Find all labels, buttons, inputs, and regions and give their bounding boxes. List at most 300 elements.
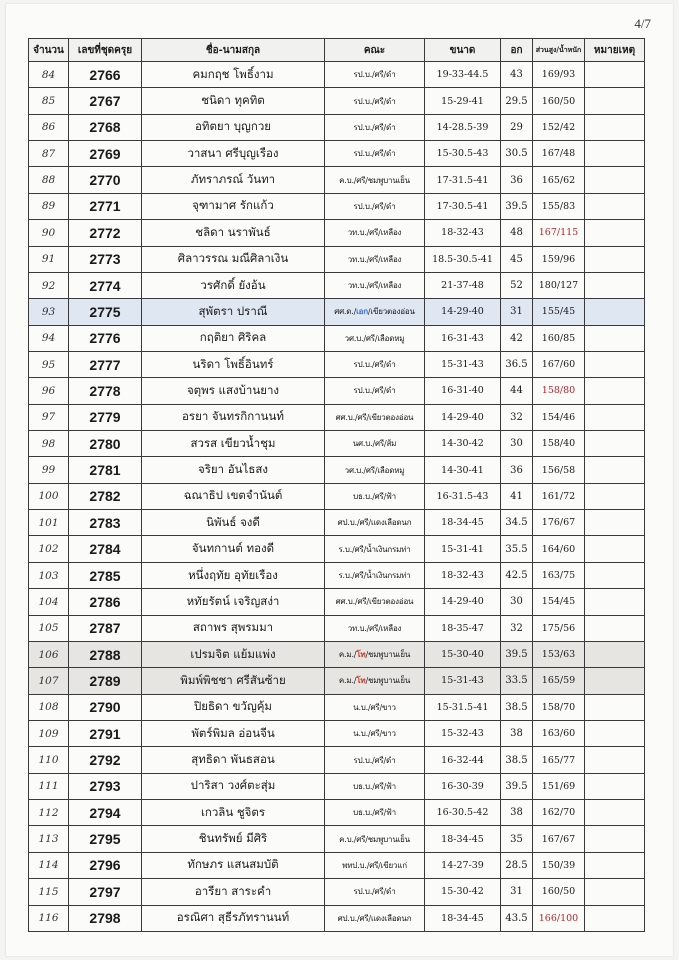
- chest-cell: 39.5: [501, 773, 533, 799]
- chest-cell: 43: [501, 62, 533, 88]
- chest-cell: 38: [501, 720, 533, 746]
- row-number: 90: [29, 220, 69, 246]
- remark-cell: [585, 615, 645, 641]
- chest-cell: 52: [501, 272, 533, 298]
- remark-cell: [585, 773, 645, 799]
- chest-cell: 28.5: [501, 852, 533, 878]
- table-row: [29, 694, 645, 720]
- remark-cell: [585, 378, 645, 404]
- student-name: อารียา สาระคำ: [142, 879, 325, 905]
- chest-cell: 29: [501, 114, 533, 140]
- header-no: จำนวน: [29, 39, 69, 62]
- row-number: 99: [29, 457, 69, 483]
- remark-cell: [585, 510, 645, 536]
- gown-id: 2776: [69, 325, 142, 351]
- faculty-cell: ค.บ./ศรี/ชมพูบานเย็น: [325, 167, 425, 193]
- faculty-cell: วศ.บ./ศรี/เลือดหมู: [325, 457, 425, 483]
- table-row: [29, 826, 645, 852]
- row-number: 86: [29, 114, 69, 140]
- faculty-suffix: /ชมพูบานเย็น: [365, 650, 411, 660]
- table-row: [29, 905, 645, 932]
- height-weight-cell: 175/56: [533, 615, 585, 641]
- row-number: 107: [29, 668, 69, 694]
- gown-id: 2798: [69, 905, 142, 932]
- chest-cell: 31: [501, 299, 533, 325]
- table-row: [29, 378, 645, 404]
- size-cell: 18-32-43: [425, 220, 501, 246]
- faculty-degree-level: โท: [356, 675, 366, 686]
- height-weight-cell: 167/115: [533, 220, 585, 246]
- height-weight-cell: 159/96: [533, 246, 585, 272]
- height-weight-cell: 160/50: [533, 88, 585, 114]
- height-weight-cell: 156/58: [533, 457, 585, 483]
- faculty-cell: บธ.บ./ศรี/ฟ้า: [325, 483, 425, 509]
- remark-cell: [585, 220, 645, 246]
- height-weight-cell: 162/70: [533, 800, 585, 826]
- size-cell: 15-31-43: [425, 351, 501, 377]
- remark-cell: [585, 114, 645, 140]
- height-weight-cell: 167/60: [533, 351, 585, 377]
- remark-cell: [585, 562, 645, 588]
- faculty-cell: ร.บ./ศรี/น้ำเงินกรมท่า: [325, 562, 425, 588]
- remark-cell: [585, 325, 645, 351]
- height-weight-cell: 150/39: [533, 852, 585, 878]
- row-number: 95: [29, 351, 69, 377]
- row-number: 85: [29, 88, 69, 114]
- gown-id: 2780: [69, 431, 142, 457]
- table-row: [29, 457, 645, 483]
- chest-cell: 39.5: [501, 193, 533, 219]
- faculty-suffix: /ชมพูบานเย็น: [365, 676, 411, 686]
- gown-id: 2786: [69, 589, 142, 615]
- student-name: สถาพร สุพรมมา: [142, 615, 325, 641]
- chest-cell: 34.5: [501, 510, 533, 536]
- height-weight-cell: 165/59: [533, 668, 585, 694]
- chest-cell: 38.5: [501, 694, 533, 720]
- table-row: [29, 720, 645, 746]
- row-number: 102: [29, 536, 69, 562]
- chest-cell: 29.5: [501, 88, 533, 114]
- chest-cell: 35.5: [501, 536, 533, 562]
- height-weight-cell: 158/70: [533, 694, 585, 720]
- row-number: 114: [29, 852, 69, 878]
- table-row: [29, 431, 645, 457]
- student-name: ปิยธิดา ขวัญคุ้ม: [142, 694, 325, 720]
- row-number: 113: [29, 826, 69, 852]
- gown-id: 2769: [69, 141, 142, 167]
- table-row: [29, 483, 645, 509]
- faculty-cell: [325, 668, 425, 694]
- table-row: [29, 615, 645, 641]
- faculty-cell: น.บ./ศรี/ขาว: [325, 694, 425, 720]
- remark-cell: [585, 62, 645, 88]
- student-name: ศิลาวรรณ มณีศิลาเงิน: [142, 246, 325, 272]
- height-weight-cell: 158/40: [533, 431, 585, 457]
- gown-id: 2790: [69, 694, 142, 720]
- student-name: อรณิศา สุธีรภัทรานนท์: [142, 905, 325, 932]
- height-weight-cell: 176/67: [533, 510, 585, 536]
- faculty-cell: ศป.บ./ศรี/แดงเลือดนก: [325, 510, 425, 536]
- row-number: 84: [29, 62, 69, 88]
- faculty-cell: ร.บ./ศรี/น้ำเงินกรมท่า: [325, 536, 425, 562]
- size-cell: 19-33-44.5: [425, 62, 501, 88]
- table-row: [29, 536, 645, 562]
- student-name: อทิตยา บุญกวย: [142, 114, 325, 140]
- row-number: 89: [29, 193, 69, 219]
- chest-cell: 36.5: [501, 351, 533, 377]
- size-cell: 17-31.5-41: [425, 167, 501, 193]
- row-number: 91: [29, 246, 69, 272]
- faculty-cell: วท.บ./ศรี/เหลือง: [325, 615, 425, 641]
- gown-id: 2781: [69, 457, 142, 483]
- header-name: ชื่อ-นามสกุล: [142, 39, 325, 62]
- size-cell: 15-29-41: [425, 88, 501, 114]
- height-weight-cell: 155/83: [533, 193, 585, 219]
- remark-cell: [585, 141, 645, 167]
- gown-id: 2772: [69, 220, 142, 246]
- row-number: 96: [29, 378, 69, 404]
- row-number: 111: [29, 773, 69, 799]
- gown-id: 2770: [69, 167, 142, 193]
- row-number: 109: [29, 720, 69, 746]
- student-name: ฉณาธิป เขตจำนันต์: [142, 483, 325, 509]
- faculty-degree-level: เอก: [356, 306, 368, 317]
- gown-id: 2777: [69, 351, 142, 377]
- gown-id: 2779: [69, 404, 142, 430]
- size-cell: 14-29-40: [425, 404, 501, 430]
- remark-cell: [585, 826, 645, 852]
- faculty-cell: วท.บ./ศรี/เหลือง: [325, 272, 425, 298]
- row-number: 112: [29, 800, 69, 826]
- chest-cell: 48: [501, 220, 533, 246]
- faculty-prefix: ศศ.ด./: [334, 307, 357, 317]
- table-row: [29, 220, 645, 246]
- size-cell: 18-34-45: [425, 905, 501, 932]
- height-weight-cell: 169/93: [533, 62, 585, 88]
- chest-cell: 30: [501, 431, 533, 457]
- header-size: ขนาด: [425, 39, 501, 62]
- chest-cell: 36: [501, 457, 533, 483]
- table-row: [29, 404, 645, 430]
- chest-cell: 43.5: [501, 905, 533, 932]
- remark-cell: [585, 483, 645, 509]
- gown-id: 2782: [69, 483, 142, 509]
- gown-id: 2775: [69, 299, 142, 325]
- chest-cell: 35: [501, 826, 533, 852]
- remark-cell: [585, 589, 645, 615]
- remark-cell: [585, 852, 645, 878]
- size-cell: 18-34-45: [425, 510, 501, 536]
- gown-id: 2766: [69, 62, 142, 88]
- faculty-prefix: ค.ม./: [338, 650, 357, 660]
- student-name: ชนิดา ทุคทิต: [142, 88, 325, 114]
- size-cell: 16-32-44: [425, 747, 501, 773]
- chest-cell: 30.5: [501, 141, 533, 167]
- chest-cell: 38.5: [501, 747, 533, 773]
- gown-id: 2789: [69, 668, 142, 694]
- student-name: พัตร์พิมล อ่อนจีน: [142, 720, 325, 746]
- row-number: 97: [29, 404, 69, 430]
- gown-id: 2794: [69, 800, 142, 826]
- chest-cell: 38: [501, 800, 533, 826]
- remark-cell: [585, 193, 645, 219]
- height-weight-cell: 165/77: [533, 747, 585, 773]
- table-header-row: [29, 39, 645, 62]
- size-cell: 15-30-42: [425, 879, 501, 905]
- student-name: จุฑามาศ รักแก้ว: [142, 193, 325, 219]
- gown-id: 2778: [69, 378, 142, 404]
- gown-roster-table: [28, 38, 645, 932]
- student-name: ปาริสา วงศ์ตะสุ่ม: [142, 773, 325, 799]
- size-cell: 18.5-30.5-41: [425, 246, 501, 272]
- gown-id: 2796: [69, 852, 142, 878]
- table-row: [29, 141, 645, 167]
- row-number: 104: [29, 589, 69, 615]
- row-number: 108: [29, 694, 69, 720]
- faculty-cell: ศศ.บ./ศรี/เขียวตองอ่อน: [325, 404, 425, 430]
- remark-cell: [585, 641, 645, 667]
- page-number: 4/7: [634, 16, 651, 31]
- size-cell: 16-30.5-42: [425, 800, 501, 826]
- table-body: [29, 62, 645, 932]
- height-weight-cell: 167/48: [533, 141, 585, 167]
- size-cell: 15-30.5-43: [425, 141, 501, 167]
- chest-cell: 32: [501, 615, 533, 641]
- row-number: 106: [29, 641, 69, 667]
- table-row: [29, 299, 645, 325]
- chest-cell: 45: [501, 246, 533, 272]
- student-name: นิพันธ์ จงดี: [142, 510, 325, 536]
- faculty-cell: รป.บ./ศรี/ดำ: [325, 747, 425, 773]
- size-cell: 18-34-45: [425, 826, 501, 852]
- row-number: 100: [29, 483, 69, 509]
- height-weight-cell: 180/127: [533, 272, 585, 298]
- gown-id: 2797: [69, 879, 142, 905]
- table-row: [29, 641, 645, 667]
- gown-id: 2795: [69, 826, 142, 852]
- size-cell: 14-27-39: [425, 852, 501, 878]
- faculty-cell: ศศ.บ./ศรี/เขียวตองอ่อน: [325, 589, 425, 615]
- faculty-cell: ค.บ./ศรี/ชมพูบานเย็น: [325, 826, 425, 852]
- table-row: [29, 62, 645, 88]
- height-weight-cell: 152/42: [533, 114, 585, 140]
- student-name: หทัยรัตน์ เจริญสง่า: [142, 589, 325, 615]
- row-number: 105: [29, 615, 69, 641]
- size-cell: 16-30-39: [425, 773, 501, 799]
- size-cell: 16-31-40: [425, 378, 501, 404]
- height-weight-cell: 167/67: [533, 826, 585, 852]
- student-name: จตุพร แสงบ้านยาง: [142, 378, 325, 404]
- table-row: [29, 325, 645, 351]
- row-number: 87: [29, 141, 69, 167]
- faculty-cell: รป.บ./ศรี/ดำ: [325, 378, 425, 404]
- remark-cell: [585, 879, 645, 905]
- gown-id: 2791: [69, 720, 142, 746]
- faculty-degree-level: โท: [356, 649, 366, 660]
- faculty-cell: วท.บ./ศรี/เหลือง: [325, 246, 425, 272]
- faculty-cell: รป.บ./ศรี/ดำ: [325, 193, 425, 219]
- student-name: นริดา โพธิ์อินทร์: [142, 351, 325, 377]
- student-name: ชินทรัพย์ มีศิริ: [142, 826, 325, 852]
- table-row: [29, 193, 645, 219]
- gown-id: 2771: [69, 193, 142, 219]
- chest-cell: 42: [501, 325, 533, 351]
- height-weight-cell: 160/50: [533, 879, 585, 905]
- row-number: 103: [29, 562, 69, 588]
- size-cell: 18-35-47: [425, 615, 501, 641]
- size-cell: 14-30-41: [425, 457, 501, 483]
- faculty-cell: รป.บ./ศรี/ดำ: [325, 114, 425, 140]
- remark-cell: [585, 246, 645, 272]
- student-name: ภัทราภรณ์ วันทา: [142, 167, 325, 193]
- chest-cell: 36: [501, 167, 533, 193]
- remark-cell: [585, 800, 645, 826]
- faculty-cell: นศ.บ./ศรี/ส้ม: [325, 431, 425, 457]
- row-number: 98: [29, 431, 69, 457]
- faculty-cell: น.บ./ศรี/ขาว: [325, 720, 425, 746]
- chest-cell: 31: [501, 879, 533, 905]
- size-cell: 17-30.5-41: [425, 193, 501, 219]
- student-name: อรยา จันทรกิกานนท์: [142, 404, 325, 430]
- chest-cell: 32: [501, 404, 533, 430]
- table-row: [29, 351, 645, 377]
- student-name: เกวลิน ชูจิตร: [142, 800, 325, 826]
- faculty-cell: รป.บ./ศรี/ดำ: [325, 351, 425, 377]
- faculty-cell: วศ.บ./ศรี/เลือดหมู: [325, 325, 425, 351]
- student-name: กฤติยา ศิริคล: [142, 325, 325, 351]
- remark-cell: [585, 167, 645, 193]
- student-name: คมกฤช โพธิ์งาม: [142, 62, 325, 88]
- remark-cell: [585, 668, 645, 694]
- height-weight-cell: 163/60: [533, 720, 585, 746]
- faculty-cell: [325, 299, 425, 325]
- size-cell: 15-31-43: [425, 668, 501, 694]
- size-cell: 14-29-40: [425, 589, 501, 615]
- height-weight-cell: 154/45: [533, 589, 585, 615]
- gown-id: 2783: [69, 510, 142, 536]
- size-cell: 16-31.5-43: [425, 483, 501, 509]
- table-row: [29, 114, 645, 140]
- header-remark: หมายเหตุ: [585, 39, 645, 62]
- chest-cell: 41: [501, 483, 533, 509]
- chest-cell: 39.5: [501, 641, 533, 667]
- table-row: [29, 88, 645, 114]
- remark-cell: [585, 457, 645, 483]
- size-cell: 14-29-40: [425, 299, 501, 325]
- height-weight-cell: 154/46: [533, 404, 585, 430]
- header-faculty: คณะ: [325, 39, 425, 62]
- faculty-cell: วท.บ./ศรี/เหลือง: [325, 220, 425, 246]
- student-name: สุทธิดา พันธสอน: [142, 747, 325, 773]
- size-cell: 14-28.5-39: [425, 114, 501, 140]
- table-row: [29, 562, 645, 588]
- faculty-prefix: ค.ม./: [338, 676, 357, 686]
- faculty-cell: รป.บ./ศรี/ดำ: [325, 879, 425, 905]
- remark-cell: [585, 299, 645, 325]
- height-weight-cell: 163/75: [533, 562, 585, 588]
- table-row: [29, 510, 645, 536]
- student-name: วาสนา ศรีบุญเรือง: [142, 141, 325, 167]
- remark-cell: [585, 431, 645, 457]
- table-row: [29, 852, 645, 878]
- chest-cell: 42.5: [501, 562, 533, 588]
- faculty-cell: รป.บ./ศรี/ดำ: [325, 141, 425, 167]
- table-row: [29, 879, 645, 905]
- remark-cell: [585, 351, 645, 377]
- faculty-cell: บธ.บ./ศรี/ฟ้า: [325, 800, 425, 826]
- table-row: [29, 589, 645, 615]
- header-gown-id: เลขที่ชุดครุย: [69, 39, 142, 62]
- row-number: 88: [29, 167, 69, 193]
- remark-cell: [585, 536, 645, 562]
- height-weight-cell: 165/62: [533, 167, 585, 193]
- remark-cell: [585, 88, 645, 114]
- size-cell: 18-32-43: [425, 562, 501, 588]
- size-cell: 21-37-48: [425, 272, 501, 298]
- gown-id: 2784: [69, 536, 142, 562]
- size-cell: 15-31-41: [425, 536, 501, 562]
- row-number: 92: [29, 272, 69, 298]
- remark-cell: [585, 905, 645, 932]
- faculty-cell: รป.บ./ศรี/ดำ: [325, 88, 425, 114]
- faculty-cell: รป.บ./ศรี/ดำ: [325, 62, 425, 88]
- remark-cell: [585, 720, 645, 746]
- remark-cell: [585, 272, 645, 298]
- chest-cell: 33.5: [501, 668, 533, 694]
- student-name: หนึ่งฤทัย อุทัยเรือง: [142, 562, 325, 588]
- student-name: จริยา อันไธสง: [142, 457, 325, 483]
- table-row: [29, 747, 645, 773]
- height-weight-cell: 153/63: [533, 641, 585, 667]
- gown-id: 2788: [69, 641, 142, 667]
- row-number: 94: [29, 325, 69, 351]
- height-weight-cell: 151/69: [533, 773, 585, 799]
- height-weight-cell: 160/85: [533, 325, 585, 351]
- chest-cell: 44: [501, 378, 533, 404]
- height-weight-cell: 164/60: [533, 536, 585, 562]
- document-sheet: [6, 4, 673, 956]
- gown-id: 2785: [69, 562, 142, 588]
- row-number: 115: [29, 879, 69, 905]
- header-chest: อก: [501, 39, 533, 62]
- size-cell: 15-30-40: [425, 641, 501, 667]
- faculty-suffix: /เขียวตองอ่อน: [367, 307, 415, 317]
- student-name: ชลิดา นราพันธ์: [142, 220, 325, 246]
- student-name: จันทกานต์ ทองดี: [142, 536, 325, 562]
- size-cell: 15-31.5-41: [425, 694, 501, 720]
- height-weight-cell: 158/80: [533, 378, 585, 404]
- size-cell: 14-30-42: [425, 431, 501, 457]
- gown-id: 2792: [69, 747, 142, 773]
- gown-id: 2768: [69, 114, 142, 140]
- gown-id: 2773: [69, 246, 142, 272]
- remark-cell: [585, 694, 645, 720]
- table-row: [29, 773, 645, 799]
- faculty-cell: ศป.บ./ศรี/แดงเลือดนก: [325, 905, 425, 932]
- student-name: สวรส เขียวน้ำชุม: [142, 431, 325, 457]
- gown-id: 2793: [69, 773, 142, 799]
- table-row: [29, 246, 645, 272]
- student-name: พิมพ์พิชชา ศรีสันซ้าย: [142, 668, 325, 694]
- faculty-cell: บธ.บ./ศรี/ฟ้า: [325, 773, 425, 799]
- faculty-cell: พทป.บ./ศรี/เขียวแก่: [325, 852, 425, 878]
- remark-cell: [585, 404, 645, 430]
- height-weight-cell: 155/45: [533, 299, 585, 325]
- row-number: 93: [29, 299, 69, 325]
- height-weight-cell: 161/72: [533, 483, 585, 509]
- table-row: [29, 668, 645, 694]
- table-row: [29, 800, 645, 826]
